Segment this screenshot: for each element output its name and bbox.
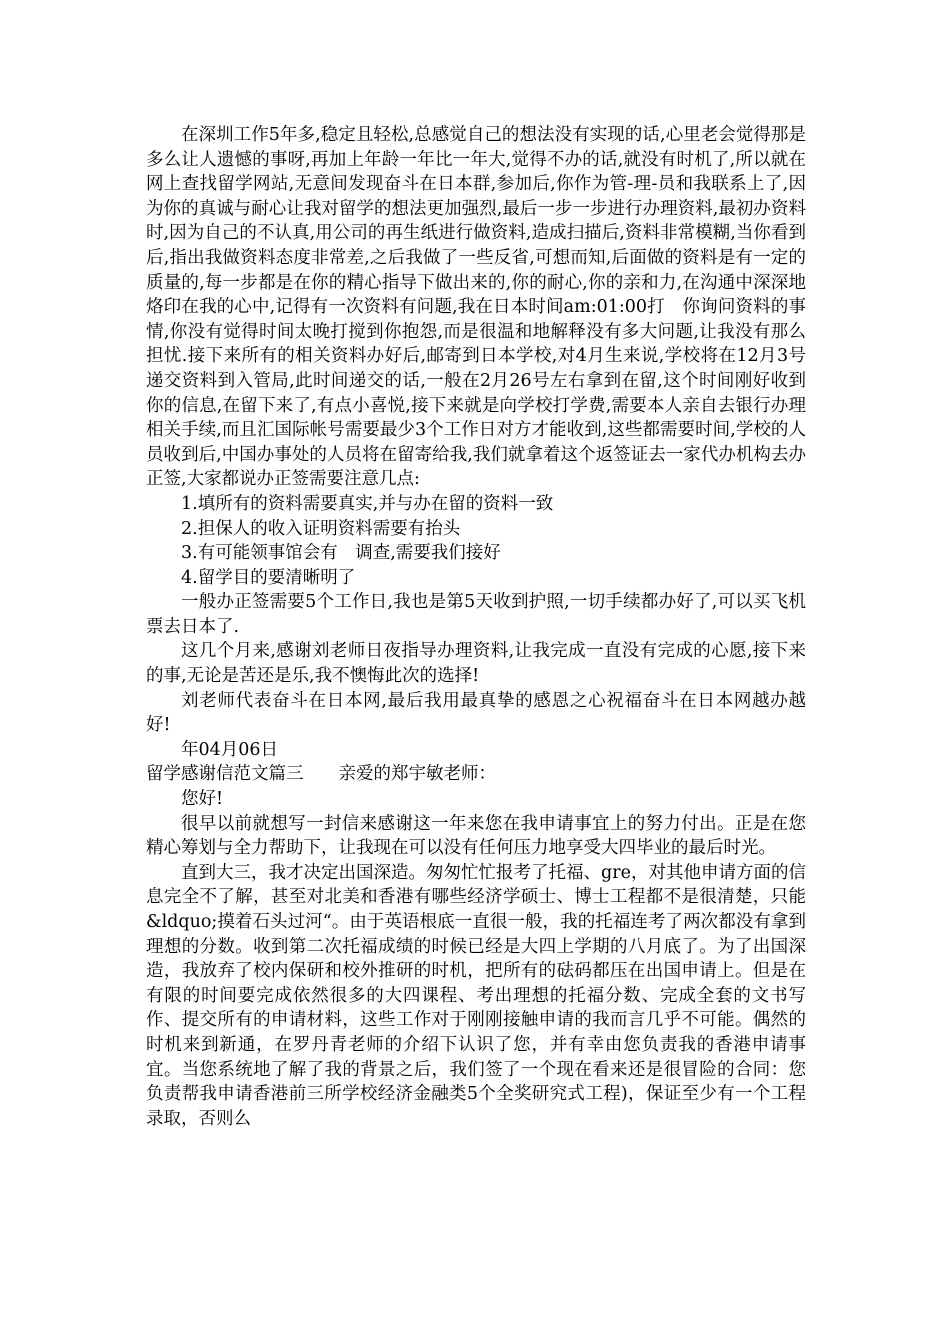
list-item-4: 4.留学目的要清晰明了 xyxy=(181,567,356,588)
letter-body xyxy=(146,123,806,1131)
section-heading: 留学感谢信范文篇三 亲爱的郑宇敏老师： xyxy=(146,764,496,785)
letter-date: 年04月06日 xyxy=(181,739,279,760)
paragraph-story: 直到大三，我才决定出国深造。匆匆忙忙报考了托福、gre，对其他申请方面的信息完全不了解，甚至对北美和香港有哪些经济学硕士、博士工程都不是很清楚，只能&ldquo;摸着石头过河“。由于英语根底一直很一般，我的托福连考了两次都没有拿到理想的分数。收到第二次托福成绩的时候已经是大四上学期的八月底了。为了出国深造，我放弃了校内保研和校外推研的时机，把所有的砝码都压在出国申请上。但是在有限的时间要完成依然很多的大四课程、考出理想的托福分数、完成全套的文书写作、提交所有的申请材料，这些工作对于刚刚接触申请的我而言几乎不可能。偶然的时机来到新通，在罗丹青老师的介绍下认识了您，并有幸由您负责我的香港申请事宜。当您系统地了解了我的背景之后，我们签了一个现在看来还是很冒险的合同：您负责帮我申请香港前三所学校经济金融类5个全奖研究式工程)，保证至少有一个工程录取，否则么 xyxy=(146,862,806,1129)
greeting: 您好! xyxy=(181,789,224,810)
list-item-3: 3.有可能领事馆会有 调查,需要我们接好 xyxy=(181,543,501,564)
paragraph-visa: 一般办正签需要5个工作日,我也是第5天收到护照,一切手续都办好了,可以买飞机票去日本了. xyxy=(146,592,806,637)
paragraph-thanks: 这几个月来,感谢刘老师日夜指导办理资料,让我完成一直没有完成的心愿,接下来的事,无论是苦还是乐,我不懊悔此次的选择! xyxy=(146,641,806,687)
list-item-1: 1.填所有的资料需要真实,并与办在留的资料一致 xyxy=(181,493,554,514)
paragraph-intro: 在深圳工作5年多,稳定且轻松,总感觉自己的想法没有实现的话,心里老会觉得那是多么让人遗憾的事呀,再加上年龄一年比一年大,觉得不办的话,就没有时机了,所以就在网上查找留学网站,无意间发现奋斗在日本群,参加后,你作为管-理-员和我联系上了,因为你的真诚与耐心让我对留学的想法更加强烈,最后一步一步进行办理资料,最初办资料时,因为自己的不认真,用公司的再生纸进行做资料,造成扫描后,资料非常模糊,当你看到后,指出我做资料态度非常差,之后我做了一些反省,可想而知,后面做的资料是有一定的质量的,每一步都是在你的精心指导下做出来的,你的耐心,你的亲和力,在沟通中深深地烙印在我的心中,记得有一次资料有问题,我在日本时间am:01:00打 你询问资料的事情,你没有觉得时间太晚打搅到你抱怨,而是很温和地解释没有多大问题,让我没有那么担忧.接下来所有的相关资料办好后,邮寄到日本学校,对4月生来说,学校将在12月3号递交资料到入管局,此时间递交的话,一般在2月26号左右拿到在留,这个时间刚好收到你的信息,在留下来了,有点小喜悦,接下来就是向学校打学费,需要本人亲自去银行办理相关手续,而且汇国际帐号需要最少3个工作日对方才能收到,这些都需要时间,学校的人员收到后,中国办事处的人员将在留寄给我,我们就拿着这个返签证去一家代办机构去办正签,大家都说办正签需要注意几点: xyxy=(146,125,806,490)
list-item-2: 2.担保人的收入证明资料需要有抬头 xyxy=(181,518,461,539)
paragraph-gratitude: 很早以前就想写一封信来感谢这一年来您在我申请事宜上的努力付出。正是在您精心筹划与全力帮助下，让我现在可以没有任何压力地享受大四毕业的最后时光。 xyxy=(146,813,806,859)
paragraph-blessing: 刘老师代表奋斗在日本网,最后我用最真挚的感恩之心祝福奋斗在日本网越办越好! xyxy=(146,690,806,736)
